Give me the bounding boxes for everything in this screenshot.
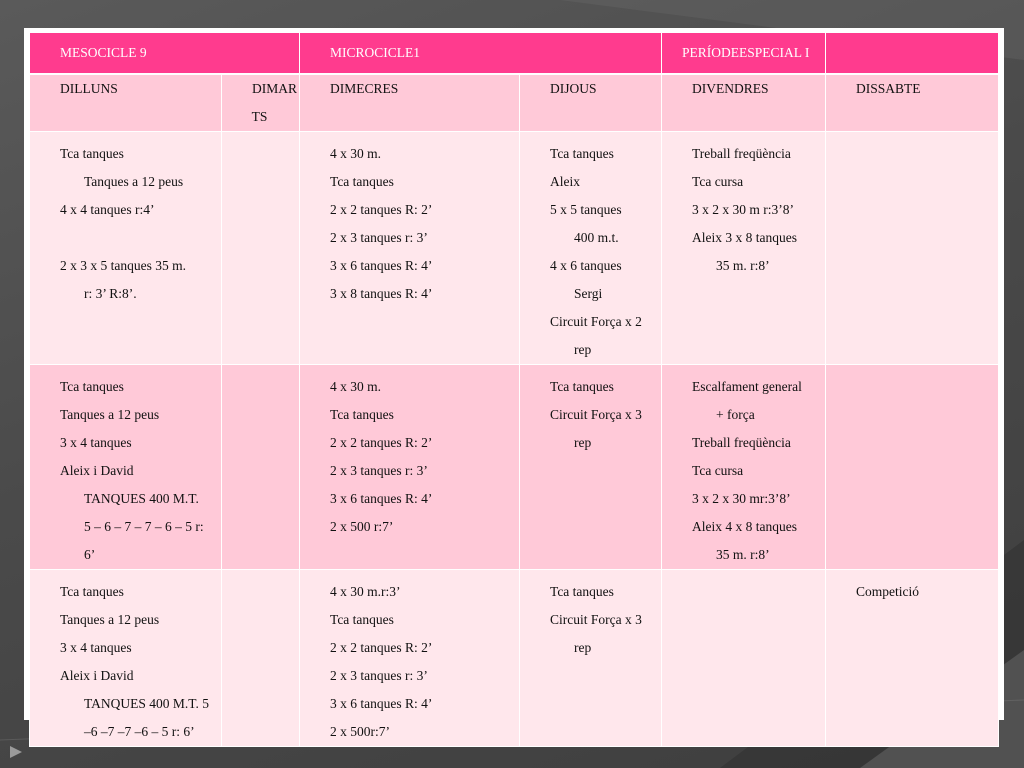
cell-line: 4 x 30 m. bbox=[330, 379, 382, 394]
cell-line: 5 – 6 – 7 – 7 – 6 – 5 r: bbox=[84, 519, 204, 534]
cell-line: Tca tanques bbox=[330, 407, 394, 422]
day-divendres bbox=[662, 74, 826, 132]
cell bbox=[826, 570, 999, 747]
cell-line: rep bbox=[574, 342, 592, 357]
cell bbox=[30, 570, 222, 747]
cell-line: 6’ bbox=[84, 547, 96, 562]
cell bbox=[826, 132, 999, 365]
cell bbox=[662, 570, 826, 747]
cell-line: + força bbox=[716, 407, 755, 422]
cell-line: Competició bbox=[856, 584, 920, 599]
day-dijous bbox=[520, 74, 662, 132]
cell-line: 2 x 2 tanques R: 2’ bbox=[330, 640, 433, 655]
cell bbox=[520, 365, 662, 570]
cell-line: Circuit Força x 2 bbox=[550, 314, 642, 329]
day-dimarts-label-2: TS bbox=[251, 109, 268, 124]
cell-line: Tca cursa bbox=[692, 174, 744, 189]
cell-line: 3 x 4 tanques bbox=[60, 435, 132, 450]
cell-line: 2 x 3 tanques r: 3’ bbox=[330, 463, 428, 478]
cell-line: 35 m. r:8’ bbox=[716, 547, 770, 562]
cell-line: Tca tanques bbox=[550, 379, 614, 394]
cell-line: Tca tanques bbox=[60, 379, 124, 394]
cell-line: Tanques a 12 peus bbox=[84, 174, 184, 189]
day-dimarts bbox=[222, 74, 300, 132]
day-divendres-label: DIVENDRES bbox=[692, 81, 769, 96]
header-microcicle bbox=[300, 33, 662, 75]
cell bbox=[300, 132, 520, 365]
cell-line: Aleix 4 x 8 tanques bbox=[692, 519, 798, 534]
cell bbox=[826, 365, 999, 570]
cell-line: 2 x 3 tanques r: 3’ bbox=[330, 668, 428, 683]
cell-line bbox=[60, 224, 213, 252]
cell bbox=[520, 132, 662, 365]
cell bbox=[222, 570, 300, 747]
cell-line: r: 3’ R:8’. bbox=[84, 286, 137, 301]
cell-line: 2 x 3 x 5 tanques 35 m. bbox=[60, 258, 186, 273]
cell-line: –6 –7 –7 –6 – 5 r: 6’ bbox=[84, 724, 195, 739]
cell-line: 4 x 30 m. bbox=[330, 146, 382, 161]
cell-line: Escalfament general bbox=[692, 379, 802, 394]
cell-line: Tanques a 12 peus bbox=[60, 612, 160, 627]
header-row bbox=[30, 33, 999, 75]
cell-line: 5 x 5 tanques bbox=[550, 202, 622, 217]
cell-line: 2 x 2 tanques R: 2’ bbox=[330, 435, 433, 450]
cell-line: Aleix bbox=[550, 174, 581, 189]
cell-line: Treball freqüència bbox=[692, 146, 791, 161]
cell-line: Aleix i David bbox=[60, 463, 134, 478]
cell bbox=[222, 365, 300, 570]
days-row bbox=[30, 74, 999, 132]
cell-line: 400 m.t. bbox=[574, 230, 619, 245]
day-dissabte-label: DISSABTE bbox=[856, 81, 921, 96]
cell-line: 2 x 3 tanques r: 3’ bbox=[330, 230, 428, 245]
cell bbox=[662, 365, 826, 570]
cell-line: Aleix 3 x 8 tanques bbox=[692, 230, 798, 245]
cell-line: 2 x 500 r:7’ bbox=[330, 519, 394, 534]
cell-line: TANQUES 400 M.T. 5 bbox=[84, 696, 210, 711]
cell-line: rep bbox=[574, 435, 592, 450]
cell-line: Treball freqüència bbox=[692, 435, 791, 450]
cell-line: 3 x 6 tanques R: 4’ bbox=[330, 696, 433, 711]
day-dissabte bbox=[826, 74, 999, 132]
schedule-slide bbox=[24, 28, 1004, 739]
cell-line: Tanques a 12 peus bbox=[60, 407, 160, 422]
cell-line: Sergi bbox=[574, 286, 603, 301]
training-schedule-table bbox=[29, 32, 999, 747]
day-dimecres bbox=[300, 74, 520, 132]
day-dijous-label: DIJOUS bbox=[550, 81, 597, 96]
day-dimecres-label: DIMECRES bbox=[330, 81, 399, 96]
session-row-3 bbox=[30, 570, 999, 747]
cell bbox=[30, 132, 222, 365]
arrow-bullet-icon bbox=[8, 744, 24, 760]
cell-line: Aleix i David bbox=[60, 668, 134, 683]
cell-line: Tca tanques bbox=[60, 146, 124, 161]
cell bbox=[222, 132, 300, 365]
cell bbox=[300, 570, 520, 747]
cell-line: Tca tanques bbox=[60, 584, 124, 599]
day-dilluns-label: DILLUNS bbox=[60, 81, 118, 96]
cell-line: Tca cursa bbox=[692, 463, 744, 478]
cell-line: 3 x 6 tanques R: 4’ bbox=[330, 491, 433, 506]
cell-line: Tca tanques bbox=[550, 584, 614, 599]
cell bbox=[30, 365, 222, 570]
header-microcicle-label: MICROCICLE1 bbox=[330, 45, 421, 60]
cell bbox=[520, 570, 662, 747]
day-dilluns bbox=[30, 74, 222, 132]
cell-line: Circuit Força x 3 bbox=[550, 407, 642, 422]
cell-line: 3 x 2 x 30 mr:3’8’ bbox=[692, 491, 791, 506]
cell-line: 35 m. r:8’ bbox=[716, 258, 770, 273]
cell-line: 3 x 2 x 30 m r:3’8’ bbox=[692, 202, 795, 217]
session-row-1 bbox=[30, 132, 999, 365]
day-dimarts-label-1: DIMAR bbox=[252, 81, 298, 96]
header-blank bbox=[826, 33, 999, 75]
cell-line: 3 x 6 tanques R: 4’ bbox=[330, 258, 433, 273]
cell-line: Tca tanques bbox=[330, 174, 394, 189]
cell-line: Tca tanques bbox=[330, 612, 394, 627]
cell-line: rep bbox=[574, 640, 592, 655]
header-mesocicle: MESOCICLE 9 bbox=[30, 33, 300, 75]
cell-line: 2 x 2 tanques R: 2’ bbox=[330, 202, 433, 217]
cell-line: Tca tanques bbox=[550, 146, 614, 161]
cell bbox=[300, 365, 520, 570]
cell-line: 2 x 500r:7’ bbox=[330, 724, 391, 739]
cell-line: 3 x 8 tanques R: 4’ bbox=[330, 286, 433, 301]
cell-line: Circuit Força x 3 bbox=[550, 612, 642, 627]
cell-line: 3 x 4 tanques bbox=[60, 640, 132, 655]
cell-line: 4 x 30 m.r:3’ bbox=[330, 584, 401, 599]
header-periode: PERÍODEESPECIAL I bbox=[662, 33, 826, 75]
cell bbox=[662, 132, 826, 365]
cell-line: 4 x 6 tanques bbox=[550, 258, 622, 273]
cell-line: 4 x 4 tanques r:4’ bbox=[60, 202, 155, 217]
cell-line: TANQUES 400 M.T. bbox=[84, 491, 199, 506]
session-row-2 bbox=[30, 365, 999, 570]
